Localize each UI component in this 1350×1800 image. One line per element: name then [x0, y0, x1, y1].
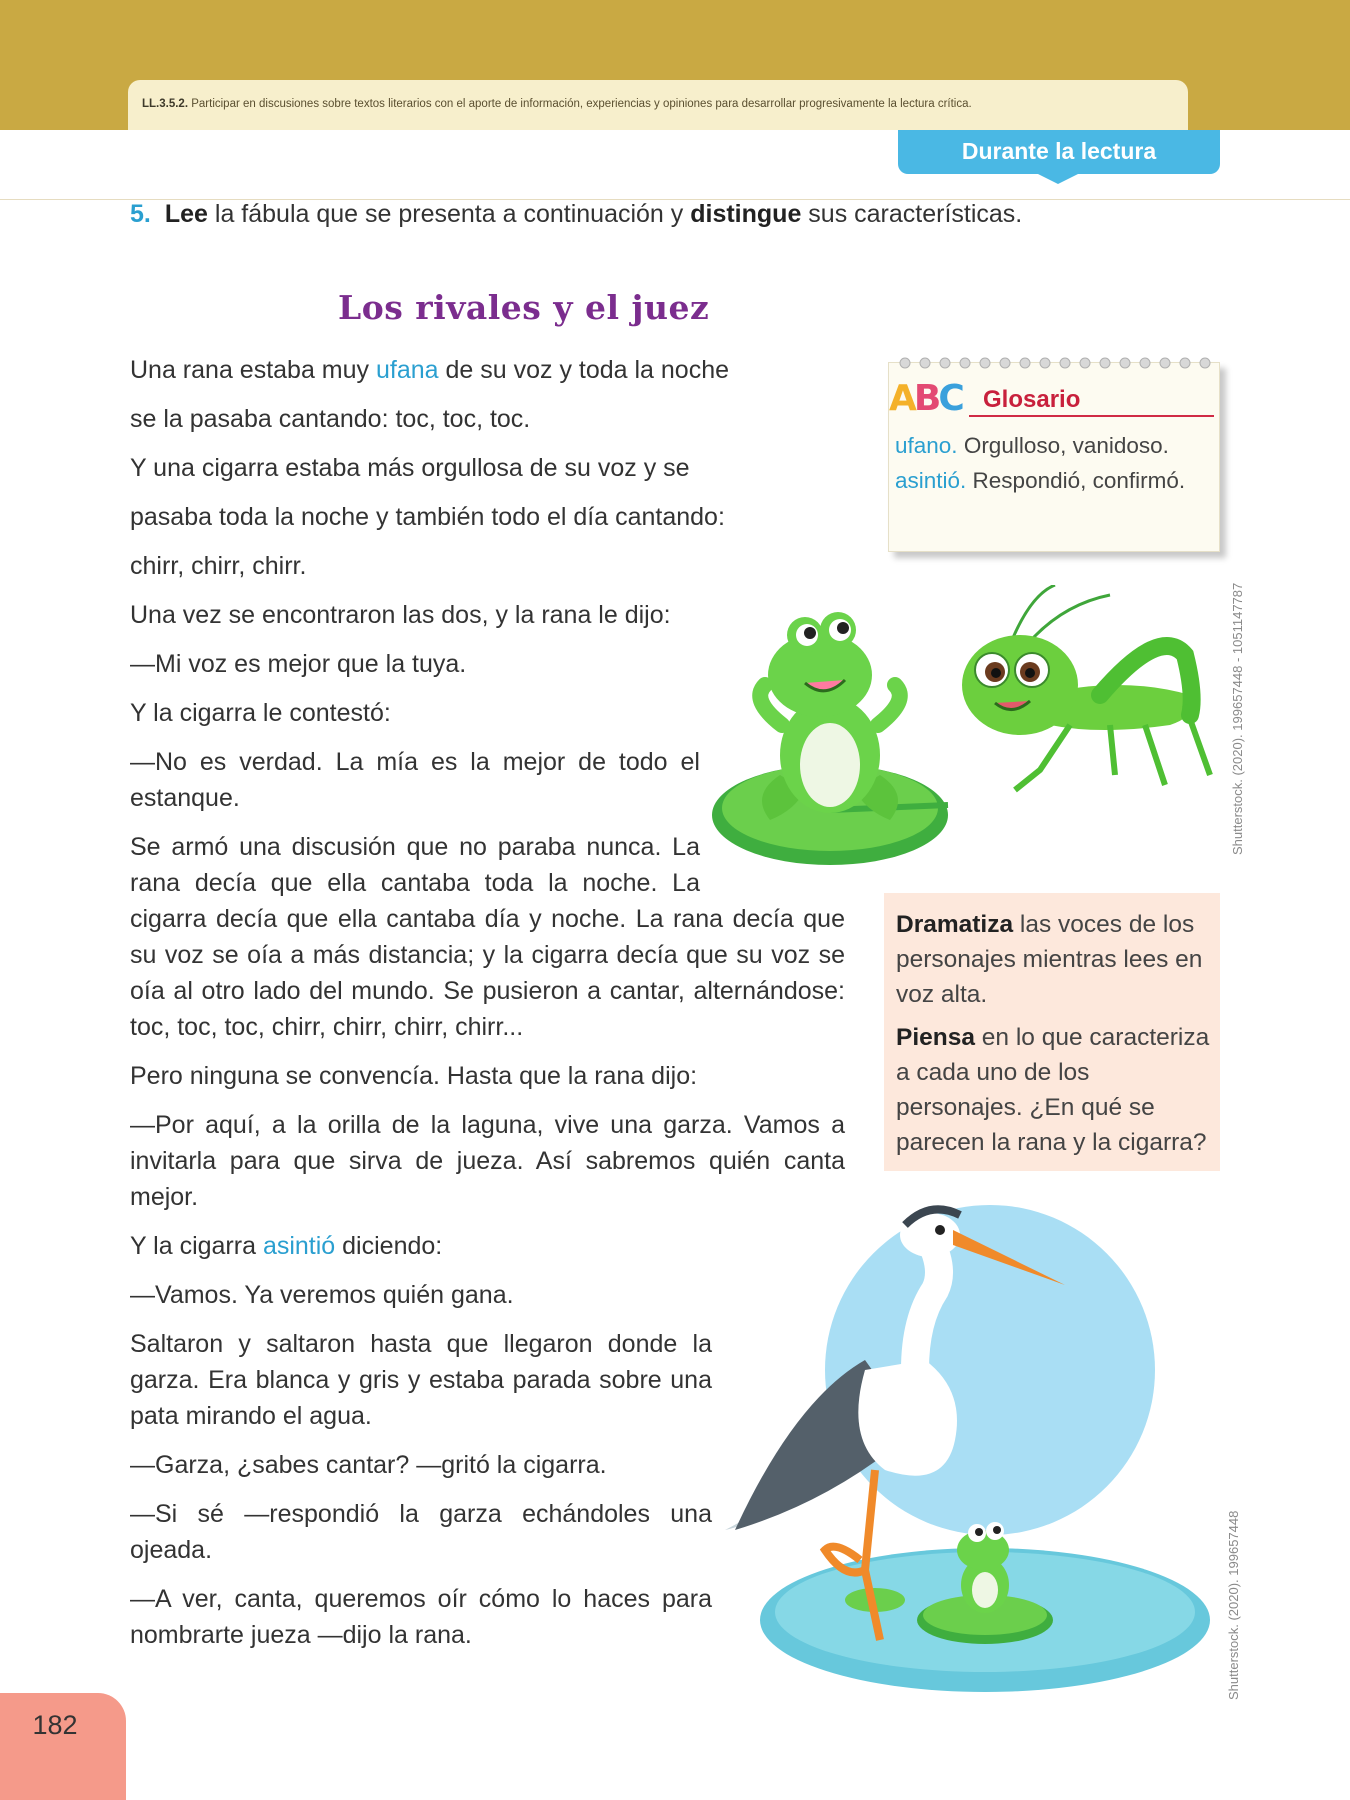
- page-number: 182: [32, 1710, 78, 1740]
- story-paragraph-12: Saltaron y saltaron hasta que llegaron donde la garza. Era blanca y gris y estaba parada sobre una pata mirando el agua.: [130, 1330, 712, 1430]
- story-text: Y la cigarra: [130, 1232, 263, 1260]
- activity-number: 5.: [130, 200, 151, 228]
- story-paragraph-8: Pero ninguna se convencía. Hasta que la rana dijo:: [130, 1062, 698, 1090]
- grasshopper-illustration: [950, 585, 1220, 805]
- glossary-title: Glosario: [983, 386, 1081, 413]
- story-paragraph-1b: se la pasaba cantando: toc, toc, toc.: [130, 405, 531, 433]
- story-paragraph-4: —Mi voz es mejor que la tuya.: [130, 650, 467, 678]
- story-text: cigarra decía que ella cantaba día y noche. La rana decía que su voz se oía a más distancia; y la cigarra decía que su voz se oía al otro lado del mundo. Se pusieron a cantar, alternándose: toc, toc, toc, chirr, chirr, chirr, chirr...: [130, 905, 845, 1041]
- image-credit-bottom: Shutterstock. (2020). 199657448: [1226, 1510, 1241, 1700]
- story-paragraph-9: —Por aquí, a la orilla de la laguna, vive una garza. Vamos a invitarla para que sirva de jueza. Así sabremos quién canta mejor.: [130, 1111, 845, 1211]
- instruction-text-2: sus características.: [801, 200, 1023, 228]
- frog-illustration: [710, 605, 955, 870]
- glossary-term-ufana: ufana: [375, 356, 439, 384]
- instruction-verb-distingue: distingue: [690, 200, 802, 228]
- story-title: Los rivales y el juez: [338, 288, 710, 327]
- section-tab: Durante la lectura: [898, 130, 1220, 174]
- glossary-box: [888, 362, 1220, 552]
- tip-verb: Dramatiza: [896, 911, 1014, 938]
- glossary-term-asintio: asintió: [262, 1232, 336, 1260]
- tip-box: [884, 893, 1220, 1171]
- story-paragraph-2c: chirr, chirr, chirr.: [130, 552, 307, 580]
- story-paragraph-3: Una vez se encontraron las dos, y la rana le dijo:: [130, 601, 671, 629]
- learning-objective: [128, 80, 1188, 130]
- story-paragraph-13: —Garza, ¿sabes cantar? —gritó la cigarra.: [130, 1451, 607, 1479]
- activity-instruction: [130, 200, 1022, 229]
- tip-text: las voces de los personajes mientras lees en voz alta.: [896, 911, 1203, 1008]
- tip-dramatiza: [896, 907, 1210, 1012]
- instruction-verb-lee: Lee: [164, 200, 208, 228]
- objective-code: LL.3.5.2.: [142, 98, 189, 110]
- story-paragraph-5: Y la cigarra le contestó:: [130, 699, 391, 727]
- story-text: de su voz y toda la noche: [438, 356, 730, 384]
- story-paragraph-6: —No es verdad. La mía es la mejor de todo el estanque.: [130, 748, 700, 812]
- story-text: Se armó una discusión que no paraba nunca. La rana decía que ella cantaba toda la noche. La: [130, 833, 700, 897]
- tip-text: en lo que caracteriza a cada uno de los personajes. ¿En qué se parecen la rana y la cigarra?: [896, 1024, 1210, 1156]
- tip-verb: Piensa: [896, 1024, 975, 1051]
- story-paragraph-15: —A ver, canta, queremos oír cómo lo haces para nombrarte jueza —dijo la rana.: [130, 1585, 712, 1649]
- story-text: Una rana estaba muy: [130, 356, 376, 384]
- story-text: diciendo:: [335, 1232, 443, 1260]
- abc-icon: ABC: [889, 378, 962, 419]
- objective-text: Participar en discusiones sobre textos literarios con el aporte de información, experiencias y opiniones para desarrollar progresivamente la lectura crítica.: [191, 98, 972, 110]
- story-paragraph-11: —Vamos. Ya veremos quién gana.: [130, 1281, 514, 1309]
- glossary-underline: [969, 415, 1214, 417]
- glossary-entry: ufano. Orgulloso, vanidoso.: [895, 433, 1169, 458]
- heron-pond-illustration: [715, 1200, 1215, 1700]
- story-paragraph-2a: Y una cigarra estaba más orgullosa de su voz y se: [130, 454, 690, 482]
- image-credit-top: Shutterstock. (2020). 199657448 - 1051147787: [1230, 582, 1245, 855]
- tip-piensa: [896, 1020, 1210, 1160]
- glossary-entry: asintió. Respondió, confirmó.: [895, 468, 1186, 493]
- notepad-spiral-icon: [895, 355, 1215, 371]
- story-paragraph-2b: pasaba toda la noche y también todo el día cantando:: [130, 503, 725, 531]
- instruction-text-1: la fábula que se presenta a continuación y: [207, 200, 691, 228]
- story-paragraph-1: [130, 352, 845, 388]
- story-paragraph-14: —Si sé —respondió la garza echándoles una ojeada.: [130, 1500, 712, 1564]
